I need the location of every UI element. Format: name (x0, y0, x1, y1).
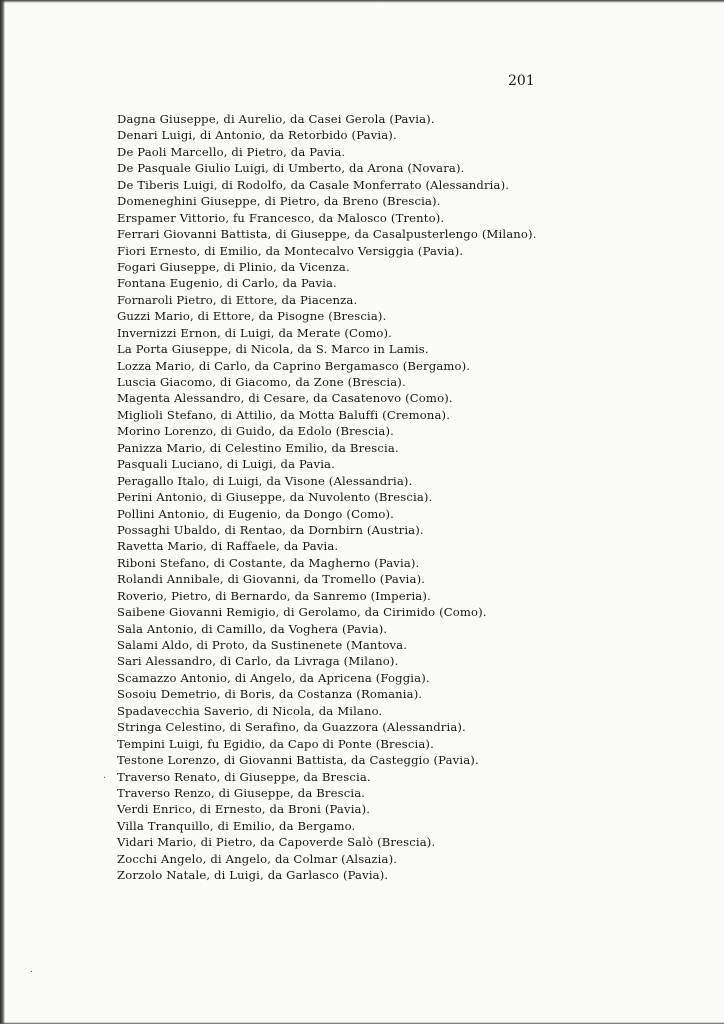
list-item: Fornaroli Pietro, di Ettore, da Piacenza. (117, 292, 358, 307)
list-item: Peragallo Italo, di Luigi, da Visone (Alessandria). (117, 473, 413, 488)
list-item: Stringa Celestino, di Serafino, da Guazzora (Alessandria). (117, 720, 466, 735)
list-item: Panizza Mario, di Celestino Emilio, da Brescia. (117, 440, 399, 455)
list-item: Villa Tranquillo, di Emilio, da Bergamo. (117, 818, 356, 833)
list-item: Fiori Ernesto, di Emilio, da Montecalvo Versiggia (Pavia). (117, 243, 464, 258)
list-item: De Tiberis Luigi, di Rodolfo, da Casale Monferrato (Alessandria). (117, 177, 510, 192)
list-item: Domeneghini Giuseppe, di Pietro, da Breno (Brescia). (117, 194, 441, 209)
name-list (117, 111, 717, 884)
list-item: Roverio, Pietro, di Bernardo, da Sanremo (Imperia). (117, 588, 431, 603)
list-item: Ferrari Giovanni Battista, di Giuseppe, da Casalpusterlengo (Milano). (117, 227, 537, 242)
margin-mark: . (30, 965, 33, 975)
margin-mark: · (103, 773, 107, 784)
list-item: Rolandi Annibale, di Giovanni, da Tromello (Pavia). (117, 572, 426, 587)
list-item: De Paoli Marcello, di Pietro, da Pavia. (117, 144, 346, 159)
list-item: Magenta Alessandro, di Cesare, da Casatenovo (Como). (117, 391, 453, 406)
list-item: Miglioli Stefano, di Attilio, da Motta Baluffi (Cremona). (117, 407, 451, 422)
list-item: Fogari Giuseppe, di Plinio, da Vicenza. (117, 259, 350, 274)
list-item: Scamazzo Antonio, di Angelo, da Apricena (Foggia). (117, 670, 430, 685)
list-item: Ravetta Mario, di Raffaele, da Pavia. (117, 539, 339, 554)
page-number: 201 (508, 73, 535, 89)
list-item: Fontana Eugenio, di Carlo, da Pavia. (117, 276, 337, 291)
list-item: Sala Antonio, di Camillo, da Voghera (Pavia). (117, 621, 388, 636)
list-item: Erspamer Vittorio, fu Francesco, da Malosco (Trento). (117, 210, 445, 225)
list-item: Salami Aldo, di Proto, da Sustinenete (Mantova. (117, 638, 408, 652)
list-item: Denari Luigi, di Antonio, da Retorbido (Pavia). (117, 128, 397, 143)
list-item: Pollini Antonio, di Eugenio, da Dongo (Como). (117, 506, 395, 521)
list-item: Lozza Mario, di Carlo, da Caprino Bergamasco (Bergamo). (117, 358, 471, 373)
list-item: Zocchi Angelo, di Angelo, da Colmar (Alsazia). (117, 851, 398, 866)
list-item: Possaghi Ubaldo, di Rentao, da Dornbirn (Austria). (117, 522, 424, 537)
list-item: Zorzolo Natale, di Luigi, da Garlasco (Pavia). (117, 868, 389, 883)
list-item: Vidari Mario, di Pietro, da Capoverde Salò (Brescia). (117, 835, 436, 850)
list-item: Saibene Giovanni Remigio, di Gerolamo, da Cirimido (Como). (117, 605, 487, 620)
list-item: Traverso Renato, di Giuseppe, da Brescia. (117, 769, 371, 784)
list-item: Verdi Enrico, di Ernesto, da Broni (Pavia). (117, 802, 371, 817)
list-item: Morino Lorenzo, di Guido, da Edolo (Brescia). (117, 424, 394, 439)
list-item: Tempini Luigi, fu Egidio, da Capo di Ponte (Brescia). (117, 736, 434, 751)
list-item: Dagna Giuseppe, di Aurelio, da Casei Gerola (Pavia). (117, 112, 435, 126)
list-item: Perini Antonio, di Giuseppe, da Nuvolento (Brescia). (117, 490, 433, 505)
list-item: Spadavecchia Saverio, di Nicola, da Milano. (117, 703, 383, 718)
list-item: Traverso Renzo, di Giuseppe, da Brescia. (117, 785, 366, 800)
list-item: La Porta Giuseppe, di Nicola, da S. Marco in Lamis. (117, 342, 429, 357)
list-item: Pasquali Luciano, di Luigi, da Pavia. (117, 457, 335, 472)
list-item: De Pasquale Giulio Luigi, di Umberto, da Arona (Novara). (117, 161, 465, 176)
list-item: Riboni Stefano, di Costante, da Magherno (Pavia). (117, 555, 420, 570)
list-item: Sosoiu Demetrio, di Boris, da Costanza (Romania). (117, 687, 423, 702)
list-item: Guzzi Mario, di Ettore, da Pisogne (Brescia). (117, 309, 387, 324)
list-item: Luscia Giacomo, di Giacomo, da Zone (Brescia). (117, 375, 406, 389)
list-item: Testone Lorenzo, di Giovanni Battista, da Casteggio (Pavia). (117, 753, 479, 768)
list-item: Invernizzi Ernon, di Luigi, da Merate (Como). (117, 325, 392, 340)
list-item: Sari Alessandro, di Carlo, da Livraga (Milano). (117, 654, 399, 669)
